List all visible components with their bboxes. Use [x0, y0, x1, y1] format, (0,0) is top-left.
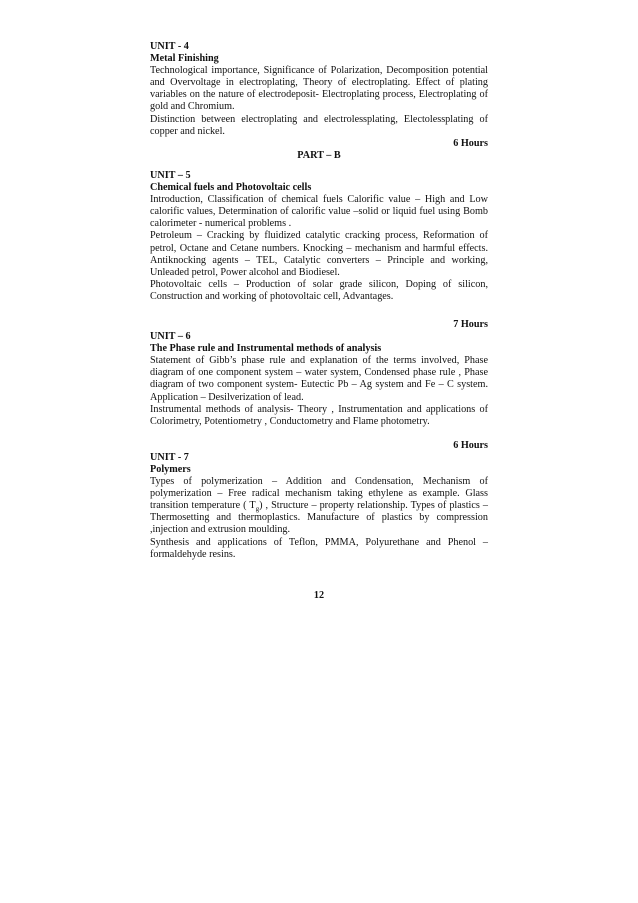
page-number: 12	[313, 590, 325, 601]
unit-6-heading: UNIT – 6	[150, 331, 191, 343]
unit-4-paragraph-2: Distinction between electroplating and electrolessplating, Electolessplating of copper and nickel.	[150, 113, 488, 137]
unit-5-hours: 7 Hours	[453, 318, 488, 330]
unit-5-paragraph-2: Petroleum – Cracking by fluidized catalytic cracking process, Reformation of petrol, Octane and Cetane numbers. Knocking – mechanism and harmful effects. Antiknocking agents – TEL, Catalytic converters – Principle and working, Unleaded petrol, Power alcohol and Biodiesel.	[150, 230, 488, 278]
tg-subscript: g	[255, 505, 260, 514]
unit-7-heading: UNIT - 7	[150, 451, 189, 463]
unit-7-paragraph-2: Synthesis and applications of Teflon, PMMA, Polyurethane and Phenol – formaldehyde resins.	[150, 536, 488, 560]
unit-6-title: The Phase rule and Instrumental methods of analysis	[150, 343, 382, 355]
unit-7-paragraph-1	[150, 476, 488, 536]
unit-5-title: Chemical fuels and Photovoltaic cells	[150, 182, 312, 194]
unit-5-heading: UNIT – 5	[150, 169, 191, 181]
unit-6-hours: 6 Hours	[453, 439, 488, 451]
unit-4-hours: 6 Hours	[453, 137, 488, 149]
unit-7-paragraph-1-start: Types of polymerization – Addition and Condensation, Mechanism of polymerization – Free radical mechanism taking ethylene as example. Glass transition temperature ( T	[150, 476, 488, 512]
part-b-heading: PART – B	[297, 149, 341, 161]
unit-6-paragraph-1: Statement of Gibb’s phase rule and explanation of the terms involved, Phase diagram of one component system – water system, Condensed phase rule , Phase diagram of two component system- Eutectic Pb – Ag system and Fe – C system. Application – Desilverization of lead.	[150, 355, 488, 403]
unit-4-title: Metal Finishing	[150, 53, 219, 65]
unit-7-paragraph-1-end: ) , Structure – property relationship. Types of plastics – Thermosetting and thermoplastics. Manufacture of plastics by compression ,injection and extrusion moulding.	[150, 500, 488, 536]
unit-6-paragraph-2: Instrumental methods of analysis- Theory , Instrumentation and applications of Colorimetry, Potentiometry , Conductometry and Flame photometry.	[150, 403, 488, 427]
unit-4-heading: UNIT - 4	[150, 41, 189, 52]
syllabus-page	[150, 41, 488, 561]
unit-5-paragraph-1: Introduction, Classification of chemical fuels Calorific value – High and Low calorific values, Determination of calorific value –solid or liquid fuel using Bomb calorimeter - numerical problems .	[150, 194, 488, 230]
unit-7-title: Polymers	[150, 464, 191, 475]
unit-4-paragraph-1: Technological importance, Significance of Polarization, Decomposition potential and Overvoltage in electroplating, Theory of electroplating. Effect of plating variables on the nature of electrodeposit- Electroplating process, Electroplating of gold and Chromium.	[150, 65, 488, 113]
unit-5-paragraph-3: Photovoltaic cells – Production of solar grade silicon, Doping of silicon, Construction and working of photovoltaic cell, Advantages.	[150, 278, 488, 302]
